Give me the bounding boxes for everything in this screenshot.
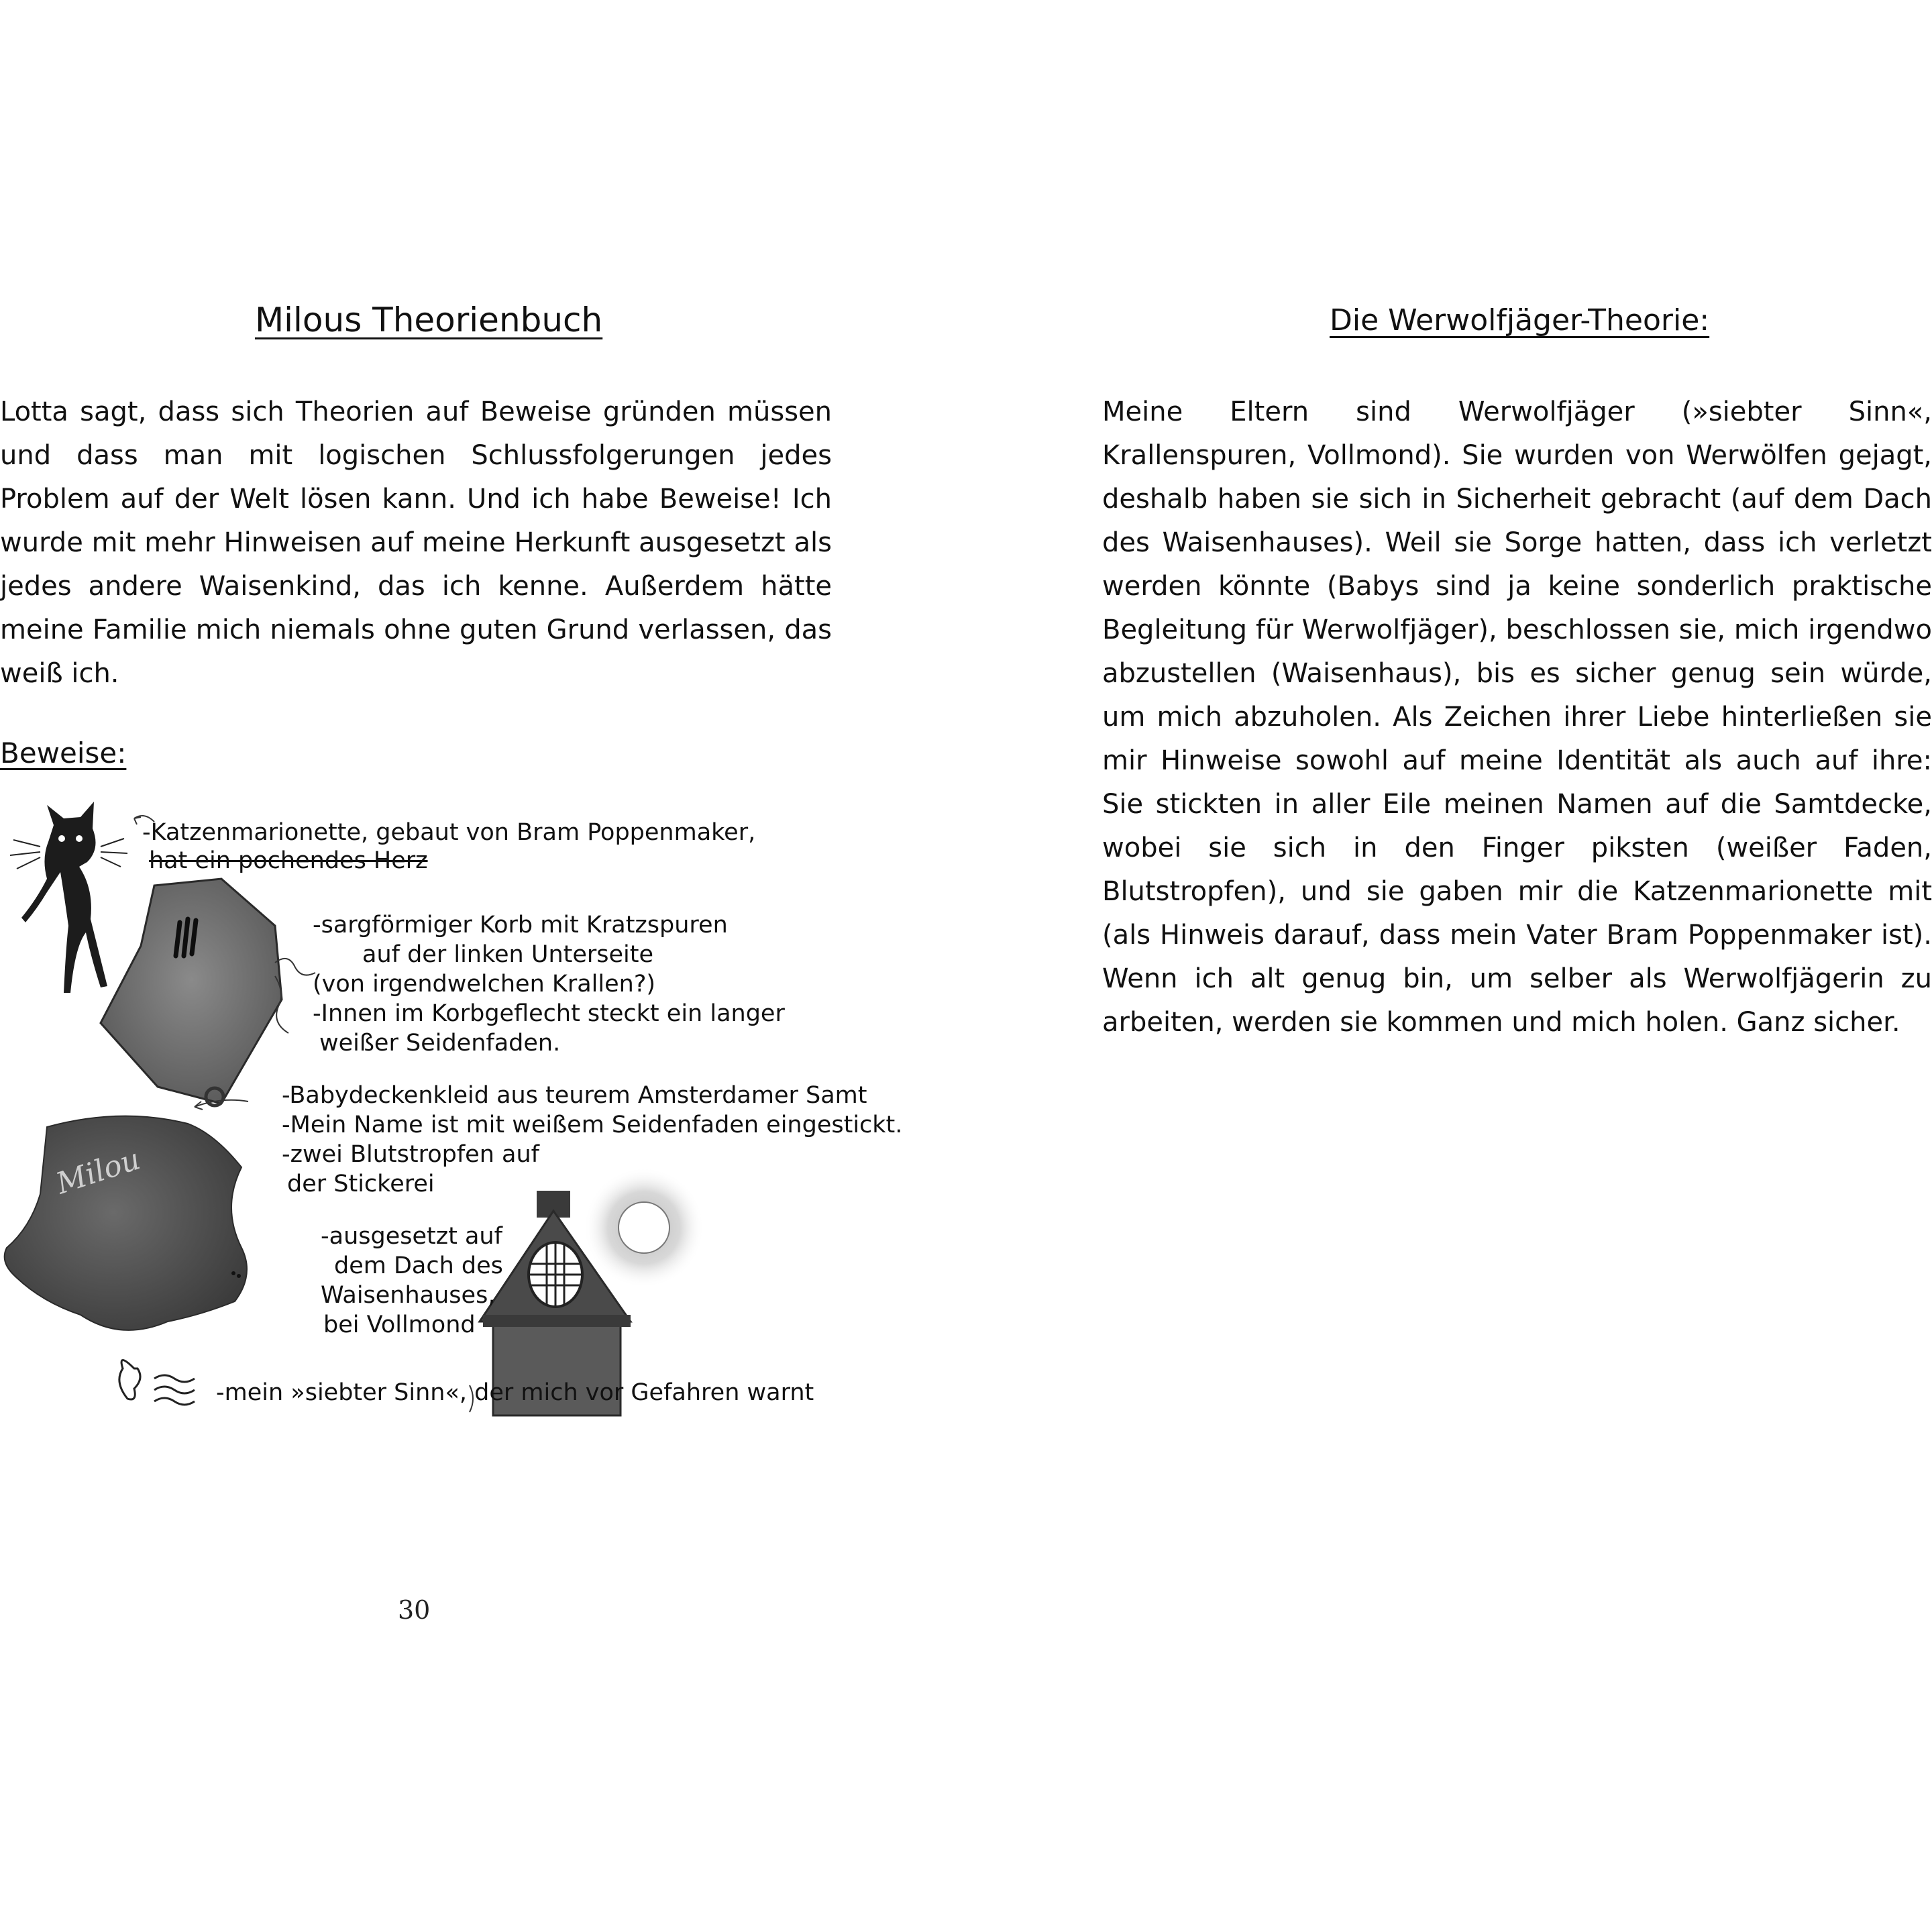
roof-note-line3: Waisenhauses, bbox=[321, 1282, 496, 1309]
evidence-heading: Beweise: bbox=[0, 737, 127, 769]
cat-note-line2-struck: hat ein pochendes Herz bbox=[149, 847, 428, 874]
ear-seventh-sense-drawing bbox=[119, 1360, 195, 1405]
page-number: 30 bbox=[398, 1595, 431, 1625]
basket-note-line2: auf der linken Unterseite bbox=[362, 941, 654, 968]
theory-title: Die Werwolfjäger-Theorie: bbox=[1330, 303, 1710, 337]
blanket-note-line2: -Mein Name ist mit weißem Seidenfaden eingestickt. bbox=[282, 1112, 903, 1138]
right-page bbox=[966, 0, 1932, 1932]
sense-note: -mein »siebter Sinn«, der mich vor Gefahren warnt bbox=[216, 1379, 814, 1406]
blanket-note-line4: der Stickerei bbox=[287, 1171, 435, 1197]
basket-note-line5: weißer Seidenfaden. bbox=[319, 1030, 561, 1057]
roof-note-line1: -ausgesetzt auf bbox=[321, 1223, 502, 1250]
basket-note-line3: (von irgendwelchen Krallen?) bbox=[313, 971, 656, 998]
blanket-note-line1: -Babydeckenkleid aus teurem Amsterdamer Samt bbox=[282, 1082, 867, 1109]
theory-paragraph: Meine Eltern sind Werwolfjäger (»siebter Sinn«, Krallenspuren, Vollmond). Sie wurden von Werwölfen gejagt, deshalb haben sie sich in Sicherheit gebracht (auf dem Dach des Waisenhauses). Weil sie Sorge hatten, dass ich verletzt werden könnte (Babys sind ja keine sonderlich praktische Begleitung für Werwolfjäger), beschlossen sie, mich irgendwo abzustellen (Waisenhaus), bis es sicher genug sein würde, um mich abzuholen. Als Zeichen ihrer Liebe hinterließen sie mir Hinweise sowohl auf meine Identität als auch auf ihre: Sie stickten in aller Eile meinen Namen auf die Samtdecke, wobei sie sich in den Finger piksten (weißer Faden, Blutstropfen), und sie gaben mir die Katzenmarionette mit (als Hinweis darauf, dass mein Vater Bram Poppenmaker ist). Wenn ich alt genug bin, um selber als Werwolfjägerin zu arbeiten, werden sie kommen und mich holen. Ganz sicher. bbox=[1102, 396, 1932, 1038]
roof-note-line2: dem Dach des bbox=[334, 1252, 503, 1279]
coffin-basket-drawing bbox=[101, 879, 315, 1106]
velvet-blanket-drawing bbox=[5, 1100, 248, 1330]
page-title: Milous Theorienbuch bbox=[255, 301, 603, 339]
basket-note-line4: -Innen im Korbgeflecht steckt ein langer bbox=[313, 1000, 785, 1027]
intro-paragraph: Lotta sagt, dass sich Theorien auf Beweise gründen müssen und dass man mit logischen Schlussfolgerungen jedes Problem auf der Welt lösen kann. Und ich habe Beweise! Ich wurde mit mehr Hinweisen auf meine Herkunft ausgesetzt als jedes andere Waisenkind, das ich kenne. Außerdem hätte meine Familie mich niemals ohne guten Grund verlassen, das weiß ich. bbox=[0, 396, 832, 689]
blanket-note-line3: -zwei Blutstropfen auf bbox=[282, 1141, 539, 1168]
blanket-embroidery-text: Milou bbox=[52, 1142, 145, 1201]
roof-note-line4: bei Vollmond bbox=[323, 1311, 476, 1338]
cat-note-line1: -Katzenmarionette, gebaut von Bram Poppenmaker, bbox=[142, 819, 756, 846]
basket-note-line1: -sargförmiger Korb mit Kratzspuren bbox=[313, 912, 728, 938]
